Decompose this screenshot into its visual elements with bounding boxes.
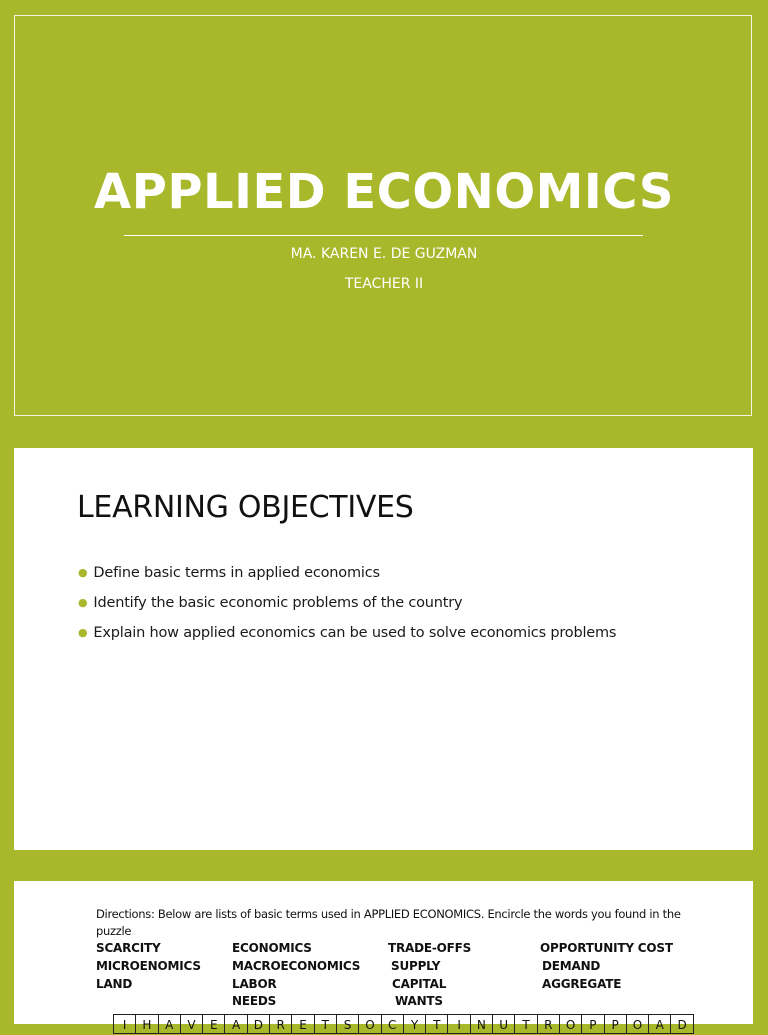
learning-objectives-slide — [14, 448, 753, 850]
list-item — [78, 592, 616, 622]
slide-title: LEARNING OBJECTIVES — [77, 490, 414, 525]
puzzle-cell: T — [425, 1014, 448, 1034]
puzzle-cell: E — [202, 1014, 225, 1034]
puzzle-cell: H — [135, 1014, 158, 1034]
puzzle-cell: I — [113, 1014, 136, 1034]
objective-text: Identify the basic economic problems of the country — [93, 595, 463, 611]
puzzle-cell: U — [492, 1014, 515, 1034]
puzzle-grid-row — [114, 1014, 694, 1034]
puzzle-cell: A — [158, 1014, 181, 1034]
list-item — [78, 562, 616, 592]
term-label: WANTS — [395, 994, 443, 1008]
title-slide — [0, 0, 768, 432]
puzzle-cell: P — [604, 1014, 627, 1034]
puzzle-cell: E — [291, 1014, 314, 1034]
term-label: LAND — [96, 977, 133, 991]
puzzle-cell: N — [470, 1014, 493, 1034]
term-label: SCARCITY — [96, 941, 161, 955]
author-name: MA. KAREN E. DE GUZMAN — [290, 246, 478, 262]
term-label: OPPORTUNITY COST — [540, 941, 673, 955]
bullet-icon: ● — [78, 596, 88, 609]
puzzle-cell: I — [447, 1014, 470, 1034]
term-label: SUPPLY — [391, 959, 441, 973]
objective-text: Explain how applied economics can be used to solve economics problems — [93, 625, 617, 641]
puzzle-cell: A — [648, 1014, 671, 1034]
puzzle-cell: Y — [403, 1014, 426, 1034]
bullet-icon: ● — [78, 626, 88, 639]
term-label: ECONOMICS — [232, 941, 312, 955]
term-label: TRADE-OFFS — [388, 941, 472, 955]
puzzle-cell: C — [381, 1014, 404, 1034]
objectives-list — [78, 562, 616, 652]
title-divider — [124, 235, 643, 236]
puzzle-cell: T — [514, 1014, 537, 1034]
puzzle-cell: P — [581, 1014, 604, 1034]
puzzle-cell: V — [180, 1014, 203, 1034]
puzzle-cell: T — [314, 1014, 337, 1034]
word-puzzle-slide — [14, 881, 753, 1032]
term-label: MICROENOMICS — [96, 959, 201, 973]
bullet-icon: ● — [78, 566, 88, 579]
term-label: NEEDS — [232, 994, 277, 1008]
puzzle-cell: D — [670, 1014, 693, 1034]
puzzle-cell: R — [269, 1014, 292, 1034]
puzzle-cell: O — [559, 1014, 582, 1034]
directions-text: Directions: Below are lists of basic terms used in APPLIED ECONOMICS. Encircle the words you found in the puzzle — [96, 907, 681, 938]
puzzle-cell: O — [358, 1014, 381, 1034]
puzzle-cell: A — [224, 1014, 247, 1034]
puzzle-cell: R — [537, 1014, 560, 1034]
puzzle-cell: D — [247, 1014, 270, 1034]
term-label: MACROECONOMICS — [232, 959, 361, 973]
term-label: DEMAND — [542, 959, 601, 973]
term-label: LABOR — [232, 977, 277, 991]
presentation-title: APPLIED ECONOMICS — [94, 164, 674, 220]
term-label: CAPITAL — [392, 977, 447, 991]
term-label: AGGREGATE — [542, 977, 622, 991]
puzzle-cell: S — [336, 1014, 359, 1034]
author-role: TEACHER II — [344, 276, 424, 292]
objective-text: Define basic terms in applied economics — [93, 565, 380, 581]
puzzle-cell: O — [626, 1014, 649, 1034]
list-item — [78, 622, 616, 652]
